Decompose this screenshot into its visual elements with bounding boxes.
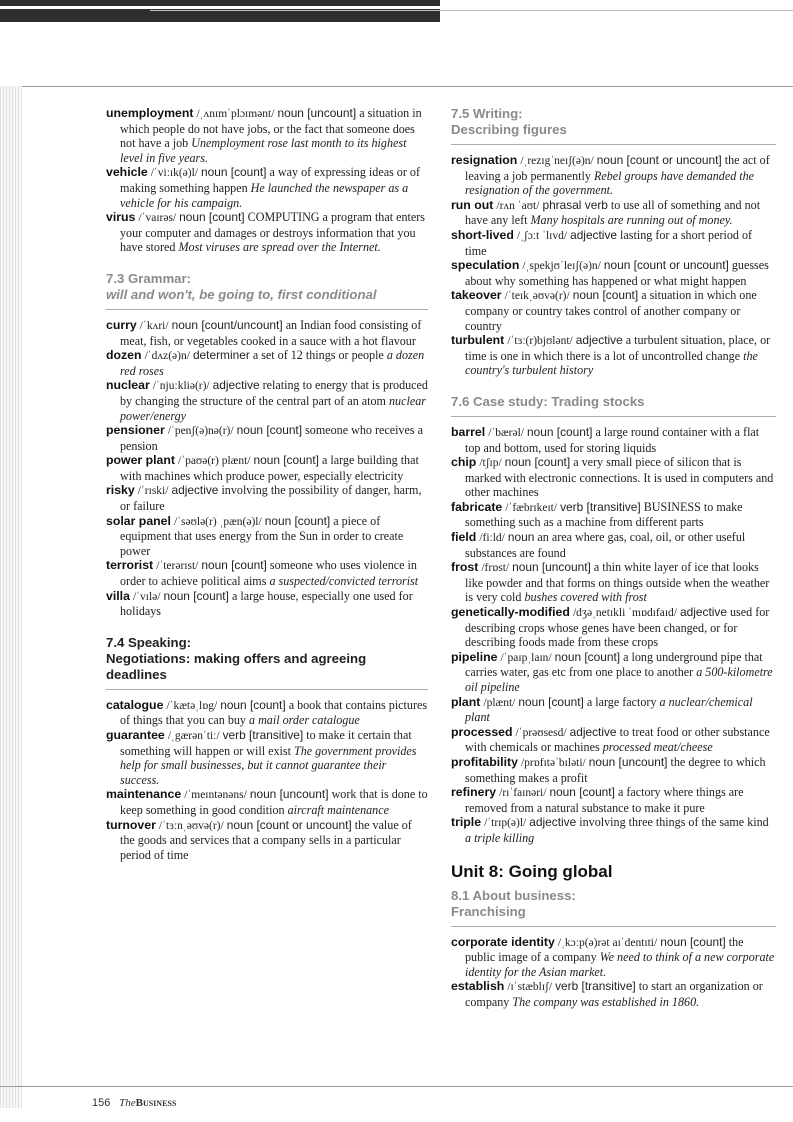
- publication-name: Business: [135, 1097, 177, 1109]
- glossary-entry: [106, 378, 428, 423]
- definition: guesses about why something has happened or what might happen: [465, 258, 769, 288]
- part-of-speech: noun [count]: [264, 513, 331, 528]
- definition: lasting for a short period of time: [465, 227, 753, 258]
- definition: someone who uses violence in order to achieve political aims: [120, 558, 417, 589]
- glossary-entry: [451, 455, 776, 500]
- part-of-speech: noun [count/uncount]: [171, 317, 283, 332]
- definition: to start an organization or company: [465, 979, 763, 1009]
- definition: a factory where things are removed from a natural substance to make it pure: [465, 785, 744, 815]
- headword: run out: [451, 197, 494, 212]
- example: Rebel groups have demanded the resignation of the government.: [465, 168, 755, 198]
- section-heading: [451, 888, 776, 927]
- headword: power plant: [106, 453, 176, 468]
- entry-list: [451, 425, 776, 846]
- glossary-entry: [451, 755, 776, 785]
- page-edge: [0, 86, 22, 1108]
- part-of-speech: noun [count]: [518, 694, 584, 709]
- definition: a large house, especially one used for holidays: [120, 588, 413, 619]
- example: a 500-kilometre oil pipeline: [465, 665, 773, 694]
- example: a suspected/convicted terrorist: [269, 574, 419, 589]
- glossary-entry: [106, 423, 428, 453]
- phonetic: /ˈviːɪk(ə)l/: [150, 167, 198, 180]
- part-of-speech: noun [count]: [179, 210, 245, 225]
- headword: profitability: [451, 754, 518, 769]
- headword: frost: [451, 560, 479, 575]
- part-of-speech: noun [count]: [163, 588, 229, 603]
- definition: a turbulent situation, place, or time is one in which there is a lot of uncontrolled change: [465, 333, 771, 363]
- definition: a piece of equipment that uses energy from the Sun in order to create power: [120, 513, 404, 558]
- part-of-speech: adjective: [570, 227, 618, 242]
- definition: work that is done to keep something in good condition: [120, 787, 428, 817]
- headword: resignation: [451, 153, 518, 167]
- section-subtitle: Negotiations: making offers and agreeing deadlines: [106, 650, 367, 682]
- phonetic: /ˈpaʊə(r) plænt/: [178, 455, 251, 468]
- part-of-speech: noun [count or uncount]: [603, 258, 729, 273]
- part-of-speech: noun [count]: [660, 934, 726, 949]
- phonetic: /ˈkætəˌlɒg/: [166, 699, 218, 712]
- headword: field: [451, 530, 477, 545]
- example: The government provides help for small businesses, but it cannot guarantee their success.: [120, 743, 417, 787]
- section-title: 8.1 About business:: [451, 887, 576, 903]
- part-of-speech: verb [transitive]: [222, 728, 304, 742]
- glossary-entry: [106, 106, 428, 165]
- entry-list: [106, 318, 428, 619]
- definition: a large factory: [586, 694, 657, 709]
- section-title: 7.6 Case study: Trading stocks: [451, 393, 645, 409]
- headword: maintenance: [106, 787, 182, 802]
- headword: refinery: [451, 785, 497, 800]
- definition: involving three things of the same kind: [579, 815, 769, 830]
- example: a triple killing: [465, 830, 535, 845]
- glossary-entry: [106, 787, 428, 817]
- entry-list: [451, 153, 776, 378]
- part-of-speech: adjective: [171, 483, 219, 498]
- headword: barrel: [451, 424, 486, 439]
- part-of-speech: noun [count or uncount]: [226, 817, 352, 832]
- unit-heading: Unit 8: Going global: [451, 861, 613, 881]
- headword: pensioner: [106, 423, 165, 438]
- glossary-entry: [451, 650, 776, 695]
- example: aircraft maintenance: [287, 802, 389, 817]
- example: the country's turbulent history: [465, 348, 758, 378]
- phonetic: /ˈtɜːnˌəʊvə(r)/: [158, 819, 224, 832]
- definition: a situation in which people do not have jobs, or the fact that someone does not have a job: [120, 106, 422, 151]
- part-of-speech: adjective: [529, 815, 577, 830]
- glossary-entry: [451, 228, 776, 258]
- phonetic: /ˈteɪkˌəʊvə(r)/: [504, 290, 570, 303]
- definition: a set of 12 things or people: [252, 348, 384, 363]
- phonetic: /ˈvaɪrəs/: [138, 212, 177, 225]
- part-of-speech: verb [transitive]: [560, 499, 641, 514]
- part-of-speech: adjective: [569, 724, 617, 739]
- phonetic: /ˈfæbrɪkeɪt/: [505, 501, 558, 514]
- phonetic: /rʌn ˈaʊt/: [496, 199, 540, 212]
- glossary-entry: [451, 935, 776, 980]
- part-of-speech: noun [uncount]: [588, 754, 668, 769]
- headword: solar panel: [106, 513, 171, 528]
- section-subtitle: will and won't, be going to, first conditional: [106, 286, 377, 302]
- glossary-entry: [451, 153, 776, 198]
- phonetic: /ˈtrɪp(ə)l/: [484, 817, 527, 830]
- phonetic: /ˈpenʃ(ə)nə(r)/: [167, 425, 234, 438]
- example: He launched the newspaper as a vehicle for his campaign.: [120, 180, 409, 210]
- headword: villa: [106, 588, 130, 603]
- glossary-entry: [451, 605, 776, 650]
- part-of-speech: phrasal verb: [542, 197, 608, 212]
- glossary-entry: [106, 318, 428, 348]
- example: Many hospitals are running out of money.: [530, 213, 733, 228]
- definition: the value of the goods and services that a company sells in a particular period of time: [120, 817, 412, 862]
- phonetic: /ˈrɪski/: [137, 485, 169, 498]
- part-of-speech: adjective: [680, 605, 727, 620]
- glossary-entry: [106, 728, 428, 787]
- definition: used for describing crops whose genes have been changed, or for describing foods made from these crops: [465, 605, 770, 650]
- glossary-entry: [451, 288, 776, 333]
- example: Unemployment rose last month to its highest level in five years.: [120, 136, 407, 165]
- definition: relating to energy that is produced by changing the structure of the central part of an atom: [120, 378, 428, 408]
- glossary-entry: [451, 785, 776, 815]
- definition: a long underground pipe that carries water, gas etc from one place to another: [465, 649, 763, 680]
- part-of-speech: adjective: [575, 333, 623, 348]
- phonetic: /ˌspekjʊˈleɪʃ(ə)n/: [522, 260, 601, 273]
- headword: unemployment: [106, 106, 194, 120]
- phonetic: /ɪˈstæblɪʃ/: [507, 981, 553, 994]
- part-of-speech: noun [count]: [253, 453, 319, 468]
- glossary-entry: [106, 165, 428, 210]
- headword: virus: [106, 210, 136, 225]
- headword: corporate identity: [451, 934, 555, 949]
- headword: plant: [451, 694, 481, 709]
- headword: establish: [451, 979, 505, 994]
- glossary-entry: [451, 198, 776, 228]
- headword: takeover: [451, 288, 502, 303]
- glossary-entry: [451, 725, 776, 755]
- definition: BUSINESS to make something such as a machine from different parts: [465, 499, 743, 530]
- glossary-entry: [106, 483, 428, 513]
- section-title: 7.3 Grammar:: [106, 270, 192, 286]
- headword: speculation: [451, 258, 520, 273]
- definition: an Indian food consisting of meat, fish, or vegetables cooked in a sauce with a hot flavour: [120, 317, 422, 348]
- phonetic: /tʃɪp/: [479, 457, 502, 470]
- part-of-speech: noun [uncount]: [249, 787, 329, 802]
- section-subtitle: Describing figures: [451, 122, 567, 137]
- definition: a situation in which one company or country takes control of another company or country: [465, 288, 757, 333]
- example: nuclear power/energy: [120, 393, 426, 423]
- headword: turnover: [106, 817, 156, 832]
- glossary-entry: [451, 979, 776, 1009]
- glossary-entry: [106, 348, 428, 378]
- section-title: 7.5 Writing:: [451, 106, 523, 121]
- part-of-speech: noun [count]: [572, 288, 639, 303]
- part-of-speech: noun [count]: [504, 455, 571, 470]
- phonetic: /ˈtɜː(r)bjʊlənt/: [507, 335, 573, 348]
- definition: a very small piece of silicon that is marked with electronic connections. It is used in computers and other machines: [465, 455, 774, 500]
- definition: a large round container with a flat top and bottom, used for storing liquids: [465, 424, 760, 455]
- headword: pipeline: [451, 649, 498, 664]
- part-of-speech: noun [count]: [527, 424, 593, 439]
- example: a dozen red roses: [120, 348, 425, 378]
- part-of-speech: noun [uncount]: [512, 560, 591, 575]
- phonetic: /fiːld/: [479, 532, 505, 545]
- phonetic: /ˈterərɪst/: [156, 560, 199, 573]
- phonetic: /ˌrezɪgˈneɪʃ(ə)n/: [520, 155, 594, 167]
- phonetic: /prɒfɪtəˈbɪləti/: [520, 756, 586, 769]
- glossary-entry: [451, 815, 776, 845]
- glossary-entry: [106, 818, 428, 863]
- part-of-speech: noun [count]: [201, 558, 267, 573]
- headword: catalogue: [106, 697, 164, 712]
- phonetic: /rɪˈfaɪnəri/: [499, 787, 547, 800]
- glossary-entry: [106, 698, 428, 728]
- headword: nuclear: [106, 378, 150, 393]
- part-of-speech: verb [transitive]: [555, 979, 636, 994]
- part-of-speech: noun [count]: [549, 785, 615, 800]
- definition: a large building that with machines which produce power, especially electricity: [120, 453, 419, 483]
- top-rule: [150, 10, 793, 11]
- definition: to use all of something and not have any left: [465, 197, 761, 228]
- definition: the public image of a company: [465, 934, 744, 965]
- phonetic: /ˈbærəl/: [488, 426, 524, 439]
- phonetic: /plænt/: [483, 696, 516, 709]
- headword: processed: [451, 724, 513, 739]
- glossary-entry: [106, 453, 428, 483]
- definition: to treat food or other substance with chemicals or machines: [465, 724, 770, 755]
- example: We need to think of a new corporate identity for the Asian market.: [465, 950, 775, 979]
- section-subtitle: Franchising: [451, 903, 526, 919]
- entry-list: [106, 106, 428, 255]
- part-of-speech: noun: [507, 530, 535, 545]
- part-of-speech: noun [uncount]: [277, 106, 357, 120]
- glossary-entry: [451, 258, 776, 288]
- page-footer: [92, 1097, 176, 1109]
- definition: involving the possibility of danger, harm, or failure: [120, 483, 422, 514]
- example: a nuclear/chemical plant: [465, 694, 753, 725]
- phonetic: /ˈdʌz(ə)n/: [144, 350, 190, 363]
- section-heading: [451, 394, 776, 417]
- headword: turbulent: [451, 333, 505, 348]
- part-of-speech: noun [count or uncount]: [596, 153, 722, 167]
- phonetic: /ˈpaɪpˌlaɪn/: [500, 651, 552, 664]
- definition: to make it certain that something will happen or will exist: [120, 728, 412, 758]
- glossary-entry: [451, 695, 776, 725]
- headword: fabricate: [451, 499, 503, 514]
- phonetic: /ˌʌnɪmˈplɔɪmənt/: [196, 108, 275, 120]
- part-of-speech: determiner: [192, 348, 250, 363]
- example: processed meat/cheese: [602, 740, 713, 755]
- glossary-entry: [451, 425, 776, 455]
- glossary-entry: [106, 558, 428, 588]
- phonetic: /dʒəˌnetɪkli ˈmɒdɪfaɪd/: [572, 607, 677, 620]
- definition: a book that contains pictures of things that you can buy: [120, 697, 428, 728]
- headword: chip: [451, 455, 477, 470]
- part-of-speech: noun [count]: [236, 423, 303, 438]
- glossary-entry: [451, 500, 776, 530]
- glossary-entry: [451, 333, 776, 378]
- definition: an area where gas, coal, oil, or other useful substances are found: [465, 530, 746, 560]
- headword: triple: [451, 815, 482, 830]
- part-of-speech: noun [count]: [201, 165, 267, 180]
- part-of-speech: noun [count]: [220, 697, 286, 712]
- part-of-speech: noun [count]: [554, 649, 621, 664]
- phonetic: /ˈmeɪntənəns/: [184, 789, 247, 802]
- phonetic: /ˈprəʊsesd/: [515, 726, 567, 739]
- phonetic: /ˈvɪlə/: [132, 590, 161, 603]
- headword: vehicle: [106, 165, 148, 180]
- phonetic: /ˌgærənˈtiː/: [167, 730, 220, 742]
- entry-list: [451, 935, 776, 1010]
- entry-list: [106, 698, 428, 863]
- phonetic: /ˌkɔːp(ə)rət aɪˈdentɪti/: [557, 936, 658, 949]
- headword: terrorist: [106, 558, 154, 573]
- example: Most viruses are spread over the Internet.: [178, 240, 381, 255]
- phonetic: /frɒst/: [481, 562, 510, 575]
- definition: a way of expressing ideas or of making something happen: [120, 165, 420, 195]
- page-number: 156: [92, 1097, 111, 1109]
- phonetic: /ˈsəʊlə(r) ˌpæn(ə)l/: [173, 515, 262, 528]
- glossary-entry: [451, 560, 776, 605]
- phonetic: /ˌʃɔːt ˈlɪvd/: [516, 229, 568, 242]
- headword: genetically-modified: [451, 605, 570, 620]
- headword: curry: [106, 317, 137, 332]
- glossary-entry: [106, 589, 428, 619]
- headword: risky: [106, 483, 135, 498]
- example: a mail order catalogue: [249, 713, 360, 728]
- definition: the act of leaving a job permanently: [465, 153, 770, 183]
- phonetic: /ˈkʌri/: [139, 319, 169, 332]
- phonetic: /ˈnjuːkliə(r)/: [152, 380, 210, 393]
- part-of-speech: adjective: [212, 378, 260, 393]
- definition: someone who receives a pension: [120, 423, 423, 453]
- left-column: [106, 106, 428, 862]
- glossary-entry: [106, 514, 428, 559]
- section-heading: [451, 106, 776, 145]
- headword: dozen: [106, 348, 142, 363]
- definition: a thin white layer of ice that looks like powder and that forms on things outside when the weather is very cold: [465, 560, 770, 605]
- headword: guarantee: [106, 728, 165, 742]
- definition: COMPUTING a program that enters your computer and damages or destroys information that you have stored: [120, 210, 425, 255]
- glossary-entry: [106, 210, 428, 255]
- right-column: [451, 106, 776, 1010]
- example: bushes covered with frost: [524, 590, 647, 605]
- definition: the degree to which something makes a profit: [465, 754, 766, 785]
- top-bar: [0, 0, 440, 22]
- example: The company was established in 1860.: [512, 994, 700, 1009]
- publication-article: The: [119, 1097, 136, 1109]
- section-title: 7.4 Speaking:: [106, 634, 192, 650]
- section-heading: [106, 271, 428, 310]
- headword: short-lived: [451, 227, 514, 242]
- glossary-entry: [451, 530, 776, 560]
- footer-rule: [0, 1086, 793, 1087]
- section-heading: [106, 635, 428, 690]
- header-rule: [0, 86, 793, 87]
